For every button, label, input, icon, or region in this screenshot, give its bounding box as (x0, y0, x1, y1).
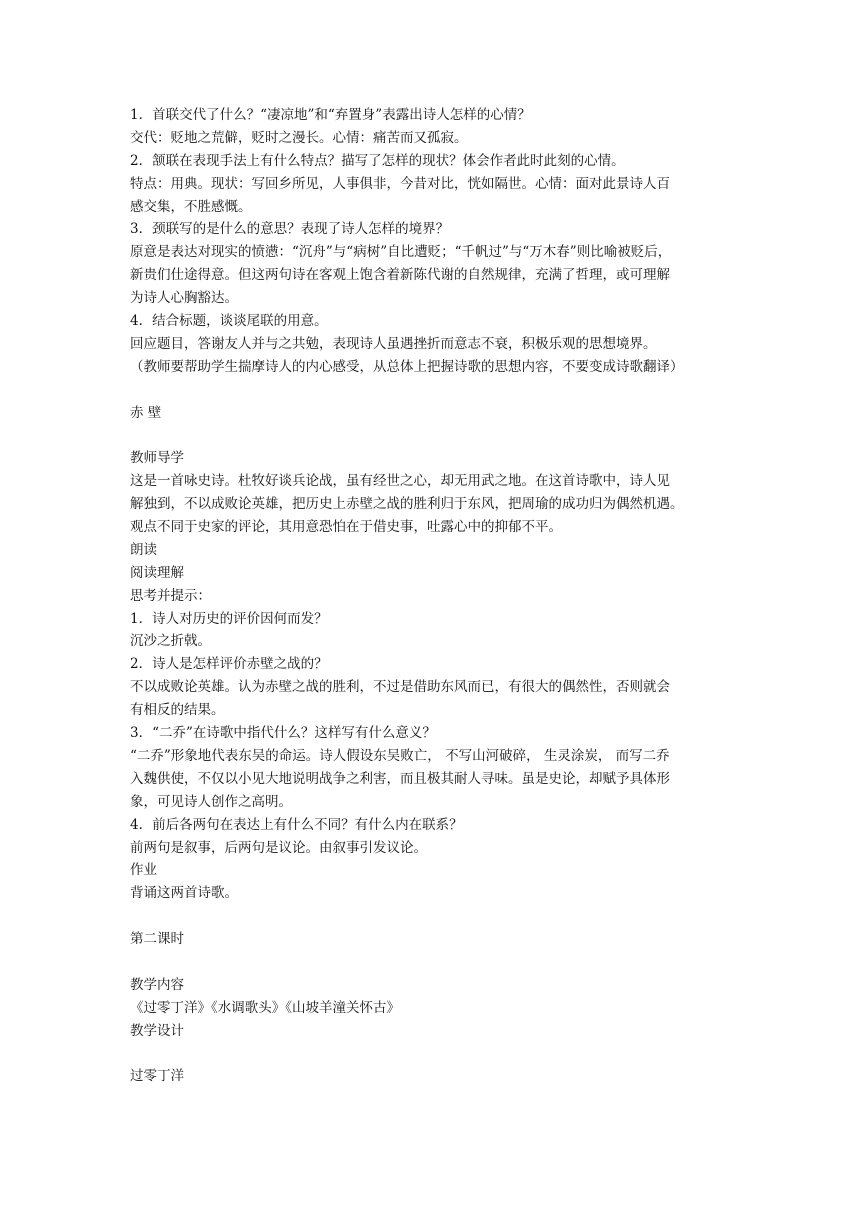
blank-line (130, 951, 736, 974)
text-line: 教师导学 (130, 450, 184, 467)
text-line: 新贵们仕途得意。但这两句诗在客观上饱含着新陈代谢的自然规律，充满了哲理，或可理解 (130, 267, 670, 284)
text-line: 4．结合标题，谈谈尾联的用意。 (130, 313, 328, 330)
text-line: 观点不同于史家的评论，其用意恐怕在于借史事，吐露心中的抑郁不平。 (130, 519, 562, 536)
text-line: “二乔”形象地代表东吴的命运。诗人假设东吴败亡， 不写山河破碎， 生灵涂炭， 而写二乔 (130, 747, 670, 764)
text-line: 第二课时 (130, 931, 184, 948)
text-line: 作业 (130, 862, 157, 879)
text-line: 2．颔联在表现手法上有什么特点？描写了怎样的现状？体会作者此时此刻的心情。 (130, 152, 625, 169)
text-line: 解独到，不以成败论英雄，把历史上赤壁之战的胜利归于东风，把周瑜的成功归为偶然机遇。 (130, 496, 684, 513)
text-line: 过零丁洋 (130, 1068, 184, 1085)
text-line: 教学设计 (130, 1022, 184, 1039)
text-line: 《过零丁洋》《水调歌头》《山坡羊潼关怀古》 (130, 999, 400, 1016)
text-line: （教师要帮助学生揣摩诗人的内心感受，从总体上把握诗歌的思想内容，不要变成诗歌翻译） (130, 358, 684, 375)
text-line: 有相反的结果。 (130, 702, 225, 719)
text-line: 这是一首咏史诗。杜牧好谈兵论战，虽有经世之心，却无用武之地。在这首诗歌中，诗人见 (130, 473, 670, 490)
text-line: 思考并提示： (130, 587, 211, 604)
text-line: 象，可见诗人创作之高明。 (130, 793, 292, 810)
text-line: 3．“二乔”在诗歌中指代什么？这样写有什么意义？ (130, 725, 436, 742)
text-line: 沉沙之折戟。 (130, 633, 211, 650)
text-line: 感交集，不胜感慨。 (130, 198, 252, 215)
text-line: 回应题目，答谢友人并与之共勉，表现诗人虽遇挫折而意志不衰，积极乐观的思想境界。 (130, 335, 657, 352)
text-line: 不以成败论英雄。认为赤壁之战的胜利，不过是借助东风而已，有很大的偶然性，否则就会 (130, 679, 670, 696)
text-line: 为诗人心胸豁达。 (130, 290, 238, 307)
text-line: 2．诗人是怎样评价赤壁之战的？ (130, 656, 328, 673)
text-line: 背诵这两首诗歌。 (130, 885, 238, 902)
blank-line (130, 424, 736, 447)
text-line: 特点：用典。现状：写回乡所见，人事俱非，今昔对比，恍如隔世。心情：面对此景诗人百 (130, 175, 670, 192)
text-line: 交代：贬地之荒僻，贬时之漫长。心情：痛苦而又孤寂。 (130, 129, 468, 146)
text-line: 前两句是叙事，后两句是议论。由叙事引发议论。 (130, 839, 427, 856)
text-line: 赤 壁 (130, 404, 162, 421)
text-line: 入魏供使，不仅以小见大地说明战争之利害，而且极其耐人寻味。虽是史论，却赋予具体形 (130, 770, 670, 787)
blank-line (130, 379, 736, 402)
text-line: 1．诗人对历史的评价因何而发？ (130, 610, 328, 627)
text-line: 教学内容 (130, 976, 184, 993)
text-line: 1．首联交代了什么？“凄凉地”和“弃置身”表露出诗人怎样的心情？ (130, 107, 531, 123)
blank-line (130, 1043, 736, 1066)
text-line: 4．前后各两句在表达上有什么不同？有什么内在联系？ (130, 816, 463, 833)
blank-line (130, 905, 736, 928)
text-line: 朗读 (130, 541, 157, 558)
text-line: 原意是表达对现实的愤懑：“沉舟”与“病树”自比遭贬；“千帆过”与“万木春”则比喻被贬后， (130, 244, 672, 261)
text-line: 阅读理解 (130, 564, 184, 581)
text-line: 3．颈联写的是什么的意思？表现了诗人怎样的境界？ (130, 221, 450, 238)
